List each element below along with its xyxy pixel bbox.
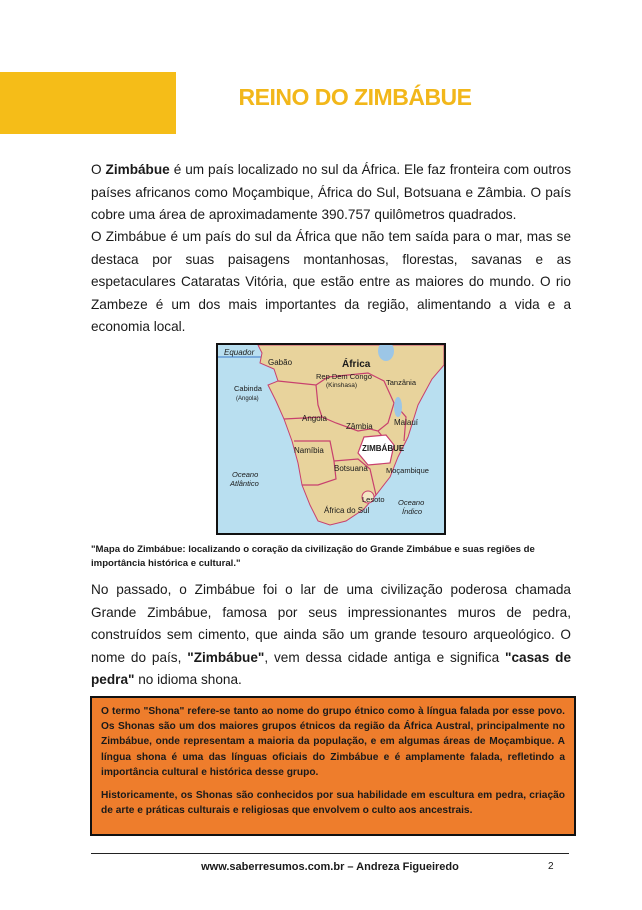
footer-credit: www.saberresumos.com.br – Andreza Figueiredo [201,861,459,873]
intro-p1-rest: é um país localizado no sul da África. Ele faz fronteira com outros países africanos como Moçambique, África do Sul, Botsuana e Zâmbia. O país cobre uma área de aproximadamente 390.757 quilômetros quadrados. [91,162,571,222]
history-bold-1: "Zimbábue" [187,649,265,665]
history-paragraph [91,579,571,692]
intro-p1-bold: Zimbábue [105,162,170,177]
label-kinshasa: (Kinshasa) [326,382,358,389]
label-tanzania: Tanzânia [386,378,417,387]
label-angola-paren: (Angola) [236,396,259,402]
label-ocean-indian-1: Oceano [398,498,425,507]
label-gabon: Gabão [268,358,293,367]
shona-info-box [90,696,576,836]
label-equator: Equador [224,348,255,357]
history-text-1: No passado, o Zimbábue foi o lar de uma civilização poderosa chamada Grande Zimbábue, famosa por seus impressionantes muros de pedra, construídos sem cimento, que ainda são um grande tesouro arqueológico. O nome do país, [91,582,571,665]
intro-p1-lead: O [91,162,106,177]
intro-paragraph-1 [91,159,571,227]
zimbabwe-map [216,343,446,535]
africa-map-graphic [218,345,444,533]
shona-paragraph-2: Historicamente, os Shonas são conhecidos por sua habilidade em escultura em pedra, criação de arte e práticas culturais e religiosas que envolvem o culto aos ancestrais. [101,790,565,817]
footer-divider [91,853,569,854]
label-ocean-indian-2: Índico [402,507,423,516]
intro-paragraph-2: O Zimbábue é um país do sul da África que não tem saída para o mar, mas se destaca por suas paisagens montanhosas, florestas, savanas e as espetaculares Cataratas Vitória, que estão entre as maiores do mundo. O rio Zambeze é um dos mais importantes da região, alimentando a vida e a economia local. [91,229,571,334]
label-malawi: Malauí [394,418,419,427]
label-zambia: Zâmbia [346,422,373,431]
history-bold-2: "casas de pedra" [91,649,572,687]
label-botswana: Botsuana [334,464,368,473]
label-south-africa: África do Sul [324,506,370,515]
label-angola: Angola [302,414,327,423]
label-rep-dem-congo: Rep Dem Congo [316,372,372,381]
label-zimbabwe: ZIMBÁBUE [362,444,405,453]
lake-shape [394,397,402,417]
history-text-3: no idioma shona. [134,672,242,687]
shona-paragraph-1: O termo "Shona" refere-se tanto ao nome do grupo étnico como à língua falada por esse povo. Os Shonas são um dos maiores grupos étnicos da região da África Austral, principalmente no Zimbábue, onde representam a maioria da população, e em algumas áreas de Moçambique. A língua shona é uma das línguas oficiais do Zimbábue e é amplamente falada, refletindo a importância cultural e histórica desse grupo. [101,706,565,778]
label-lesotho: Lesoto [362,495,385,504]
page-title: REINO DO ZIMBÁBUE [238,84,472,110]
history-text-2: , vem dessa cidade antiga e significa [264,649,506,665]
label-ocean-atlantic-1: Oceano [232,470,259,479]
map-caption: "Mapa do Zimbábue: localizando o coração da civilização do Grande Zimbábue e suas regiões de importância histórica e cultural." [91,544,535,569]
label-ocean-atlantic-2: Atlântico [230,479,259,488]
label-africa: África [342,359,371,370]
page-number: 2 [548,861,554,872]
header-accent-band [0,72,176,134]
label-cabinda: Cabinda [234,384,262,393]
label-mozambique: Moçambique [386,466,429,475]
label-namibia: Namíbia [294,446,324,455]
